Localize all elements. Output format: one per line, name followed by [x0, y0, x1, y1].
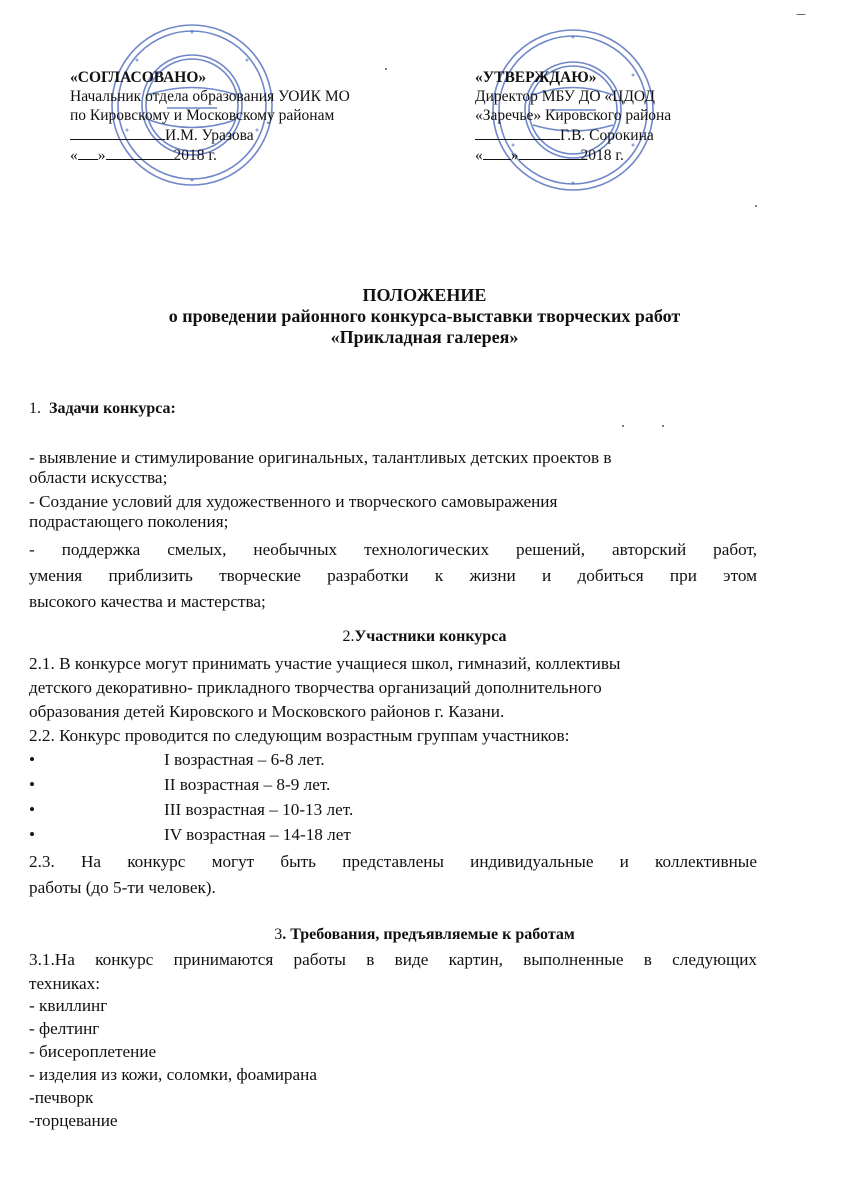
technique-item: - квиллинг: [29, 996, 108, 1015]
s1-item1-line2: области искусства;: [29, 468, 168, 487]
s3-p31-line2: техниках:: [29, 974, 100, 993]
bullet-icon: •: [29, 800, 36, 819]
technique-item: - изделия из кожи, соломки, фоамирана: [29, 1065, 317, 1084]
document-page: «СОГЛАСОВАНО» Начальник отдела образования УОИК МО по Кировскому и Московскому районам И.М. Уразова « » 2018 г. «УТВЕРЖДАЮ» Директор МБУ ДО «ЦДОД «Заречье» Кировского района Г.В. Сорокина « » 2018 г. ПОЛОЖЕНИЕ о проведении районного конкурса-выставки творческих работ «Прикладная галерея» 1. Задачи конкурса: - выявление и стимулирование оригинальных, талантливых детских проектов в области искусства; - Создание условий для художественного и творческого самовыражения подрастающего поколения; - поддержка смелых, необычных технологических решений, авторский работ, умения приблизить творческие разработки к жизни и добиться при этом высокого качества и мастерства; 2.Участники конкурса 2.1. В конкурсе могут принимать участие учащиеся школ, гимназий, коллективы детского декоративно- прикладного творчества организаций дополнительного образования детей Кировского и Московского районов г. Казани. 2.2. Конкурс проводится по следующим возрастным группам участников: • I возрастная – 6-8 лет. • II возрастная – 8-9 лет. • III возрастная – 10-13 лет. • IV возрастная – 14-18 лет 2.3. На конкурс могут быть представлены индивидуальные и коллективные работы (до 5-ти человек). 3. Требования, предъявляемые к работам 3.1.На конкурс принимаются работы в виде картин, выполненные в следующих техниках: - квиллинг - фелтинг - бисероплетение - изделия из кожи, соломки, фоамирана -печворк -торцевание: [0, 0, 849, 1200]
technique-item: - фелтинг: [29, 1019, 100, 1038]
title-line-3: «Прикладная галерея»: [330, 327, 519, 347]
signature-line-right: [475, 125, 560, 140]
bullet-icon: •: [29, 775, 36, 794]
section-3-heading: 3. Требования, предъявляемые к работам: [274, 926, 575, 943]
technique-item: -печворк: [29, 1088, 94, 1107]
s1-item1-line1: - выявление и стимулирование оригинальных, талантливых детских проектов в: [29, 448, 612, 467]
s1-item3-line2: умения приблизить творческие разработки к жизни и добиться при этом: [29, 566, 757, 585]
s2-p21-line3: образования детей Кировского и Московского районов г. Казани.: [29, 702, 505, 721]
s1-item3-line1: - поддержка смелых, необычных технологических решений, авторский работ,: [29, 540, 757, 559]
technique-item: - бисероплетение: [29, 1042, 157, 1061]
approval-left-department: по Кировскому и Московскому районам: [70, 107, 335, 124]
s3-p31-line1: 3.1.На конкурс принимаются работы в виде картин, выполненные в следующих: [29, 950, 757, 969]
approval-left-signer: И.М. Уразова: [165, 127, 254, 144]
s1-item2-line1: - Создание условий для художественного и творческого самовыражения: [29, 492, 558, 511]
approval-right-date: « » 2018 г.: [475, 147, 624, 164]
approval-right-position: Директор МБУ ДО «ЦДОД: [475, 88, 655, 105]
scan-speck: [662, 425, 664, 427]
s2-p21-line2: детского декоративно- прикладного творчества организаций дополнительного: [29, 678, 602, 697]
scan-speck: [796, 14, 806, 15]
s2-p22: 2.2. Конкурс проводится по следующим возрастным группам участников:: [29, 726, 570, 745]
title-line-1: ПОЛОЖЕНИЕ: [362, 285, 487, 305]
technique-item: -торцевание: [29, 1111, 118, 1130]
approval-right-organization: «Заречье» Кировского района: [475, 107, 672, 124]
s1-item3-line3: высокого качества и мастерства;: [29, 592, 266, 611]
approval-block-right: [475, 68, 735, 165]
approval-left-position: Начальник отдела образования УОИК МО: [70, 88, 350, 105]
section-2-heading: 2.Участники конкурса: [342, 628, 507, 645]
bullet-icon: •: [29, 825, 36, 844]
s1-item2-line2: подрастающего поколения;: [29, 512, 229, 531]
approval-right-signer: Г.В. Сорокина: [560, 127, 654, 144]
approval-block-left: [70, 68, 400, 165]
scan-speck: [385, 68, 387, 70]
s2-p23-line1: 2.3. На конкурс могут быть представлены индивидуальные и коллективные: [29, 852, 757, 871]
scan-speck: [755, 205, 757, 207]
signature-line-left: [70, 125, 165, 140]
title-line-2: о проведении районного конкурса-выставки творческих работ: [168, 306, 681, 326]
section-1-heading: 1. Задачи конкурса:: [29, 400, 176, 417]
s2-p23-line2: работы (до 5-ти человек).: [29, 878, 216, 897]
document-title: [0, 285, 849, 348]
scan-speck: [622, 425, 624, 427]
bullet-icon: •: [29, 750, 36, 769]
s2-p21-line1: 2.1. В конкурсе могут принимать участие учащиеся школ, гимназий, коллективы: [29, 654, 621, 673]
approval-left-heading: «СОГЛАСОВАНО»: [70, 69, 207, 86]
approval-right-heading: «УТВЕРЖДАЮ»: [475, 69, 597, 86]
approval-left-date: « » 2018 г.: [70, 147, 217, 164]
